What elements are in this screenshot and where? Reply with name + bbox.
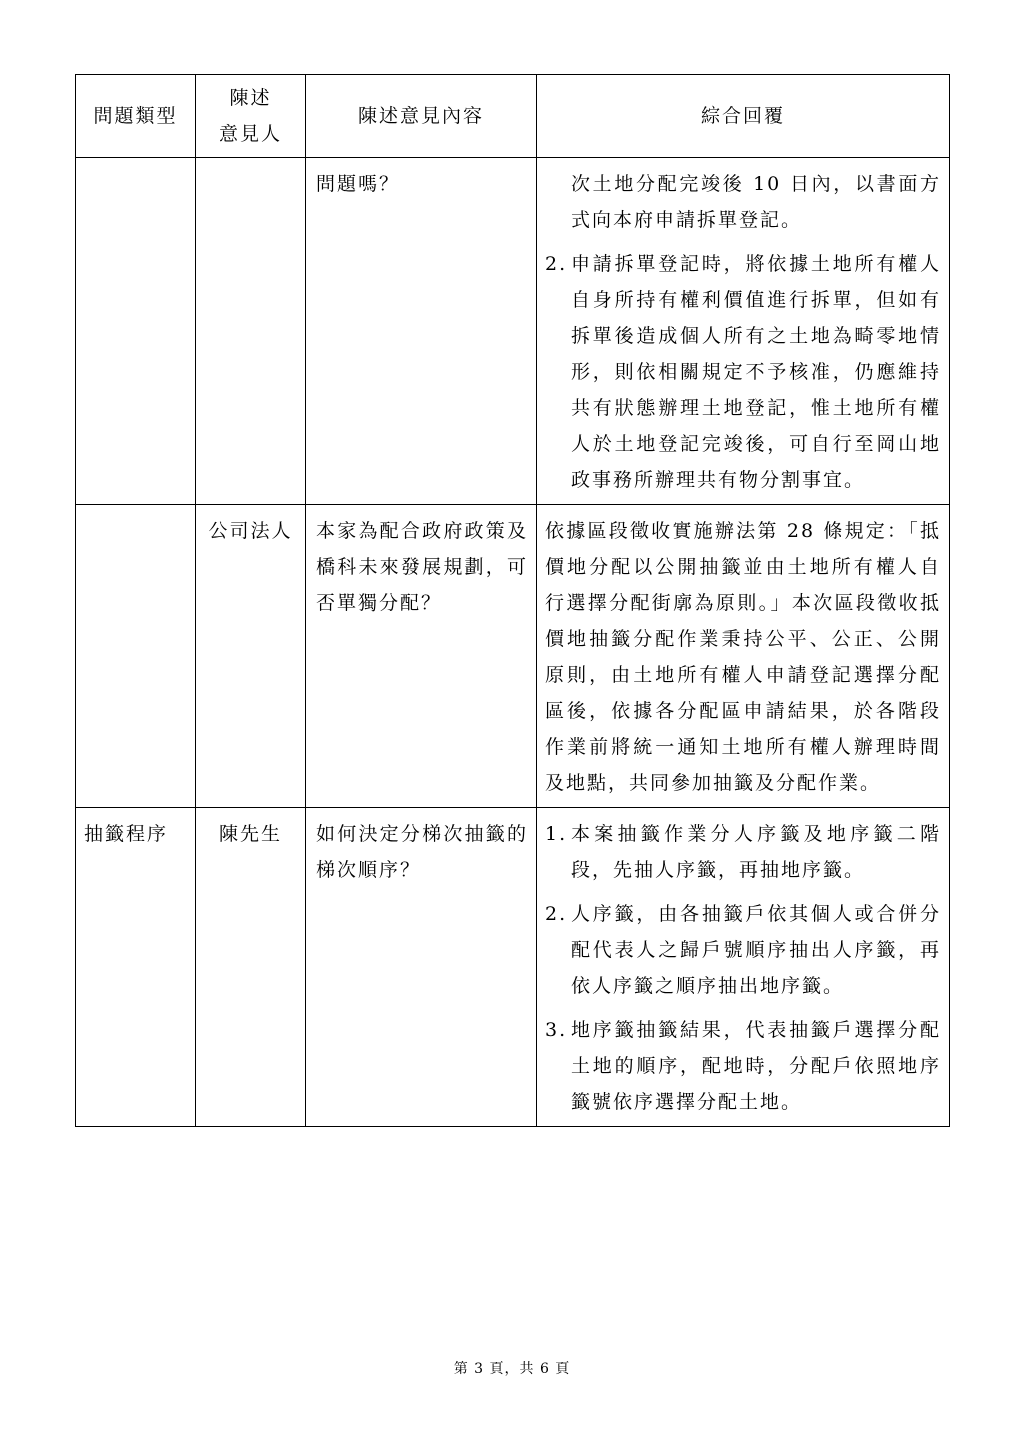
reply-item-text: 地序籤抽籤結果，代表抽籤戶選擇分配土地的順序，配地時，分配戶依照地序籤號依序選擇分配土地。 — [571, 1019, 941, 1113]
table-row — [76, 505, 950, 808]
reply-item-number: 3. — [545, 1019, 568, 1041]
reply-item-number: 2. — [545, 903, 568, 925]
cell-type — [76, 158, 196, 505]
reply-item-number: 2. — [545, 253, 568, 275]
header-reply: 綜合回覆 — [537, 75, 950, 158]
reply-item-text: 人序籤，由各抽籤戶依其個人或合併分配代表人之歸戶號順序抽出人序籤，再依人序籤之順序抽出地序籤。 — [571, 903, 941, 997]
cell-content: 如何決定分梯次抽籤的梯次順序？ — [306, 808, 537, 1127]
reply-item-number: 1. — [545, 823, 568, 845]
cell-content: 本家為配合政府政策及橋科未來發展規劃，可否單獨分配？ — [306, 505, 537, 808]
cell-reply — [537, 808, 950, 1127]
reply-item — [545, 1012, 941, 1120]
cell-type: 抽籤程序 — [76, 808, 196, 1127]
page-footer: 第 3 頁，共 6 頁 — [453, 1361, 571, 1377]
reply-item-text: 本案抽籤作業分人序籤及地序籤二階段，先抽人序籤，再抽地序籤。 — [571, 823, 941, 881]
header-person-line2: 意見人 — [218, 123, 282, 145]
header-person-line1: 陳述 — [229, 87, 272, 109]
reply-item — [545, 816, 941, 888]
cell-reply: 依據區段徵收實施辦法第 28 條規定：「抵價地分配以公開抽籤並由土地所有權人自行選擇分配街廓為原則。」本次區段徵收抵價地抽籤分配作業秉持公平、公正、公開原則，由土地所有權人申請登記選擇分配區後，依據各分配區申請結果，於各階段作業前將統一通知土地所有權人辦理時間及地點，共同參加抽籤及分配作業。 — [537, 505, 950, 808]
reply-item — [545, 896, 941, 1004]
cell-type — [76, 505, 196, 808]
reply-continuation: 次土地分配完竣後 10 日內，以書面方式向本府申請拆單登記。 — [571, 173, 941, 231]
header-content: 陳述意見內容 — [306, 75, 537, 158]
header-type: 問題類型 — [76, 75, 196, 158]
cell-person — [196, 158, 306, 505]
cell-person: 陳先生 — [196, 808, 306, 1127]
table-header-row — [76, 75, 950, 158]
cell-reply — [537, 158, 950, 505]
header-person — [196, 75, 306, 158]
reply-item-text: 申請拆單登記時，將依據土地所有權人自身所持有權利價值進行拆單，但如有拆單後造成個人所有之土地為畸零地情形，則依相關規定不予核准，仍應維持共有狀態辦理土地登記，惟土地所有權人於土地登記完竣後，可自行至岡山地政事務所辦理共有物分割事宜。 — [571, 253, 941, 491]
reply-item — [545, 246, 941, 498]
opinion-table — [75, 74, 950, 1127]
cell-content: 問題嗎？ — [306, 158, 537, 505]
table-row — [76, 158, 950, 505]
table-row — [76, 808, 950, 1127]
cell-person: 公司法人 — [196, 505, 306, 808]
